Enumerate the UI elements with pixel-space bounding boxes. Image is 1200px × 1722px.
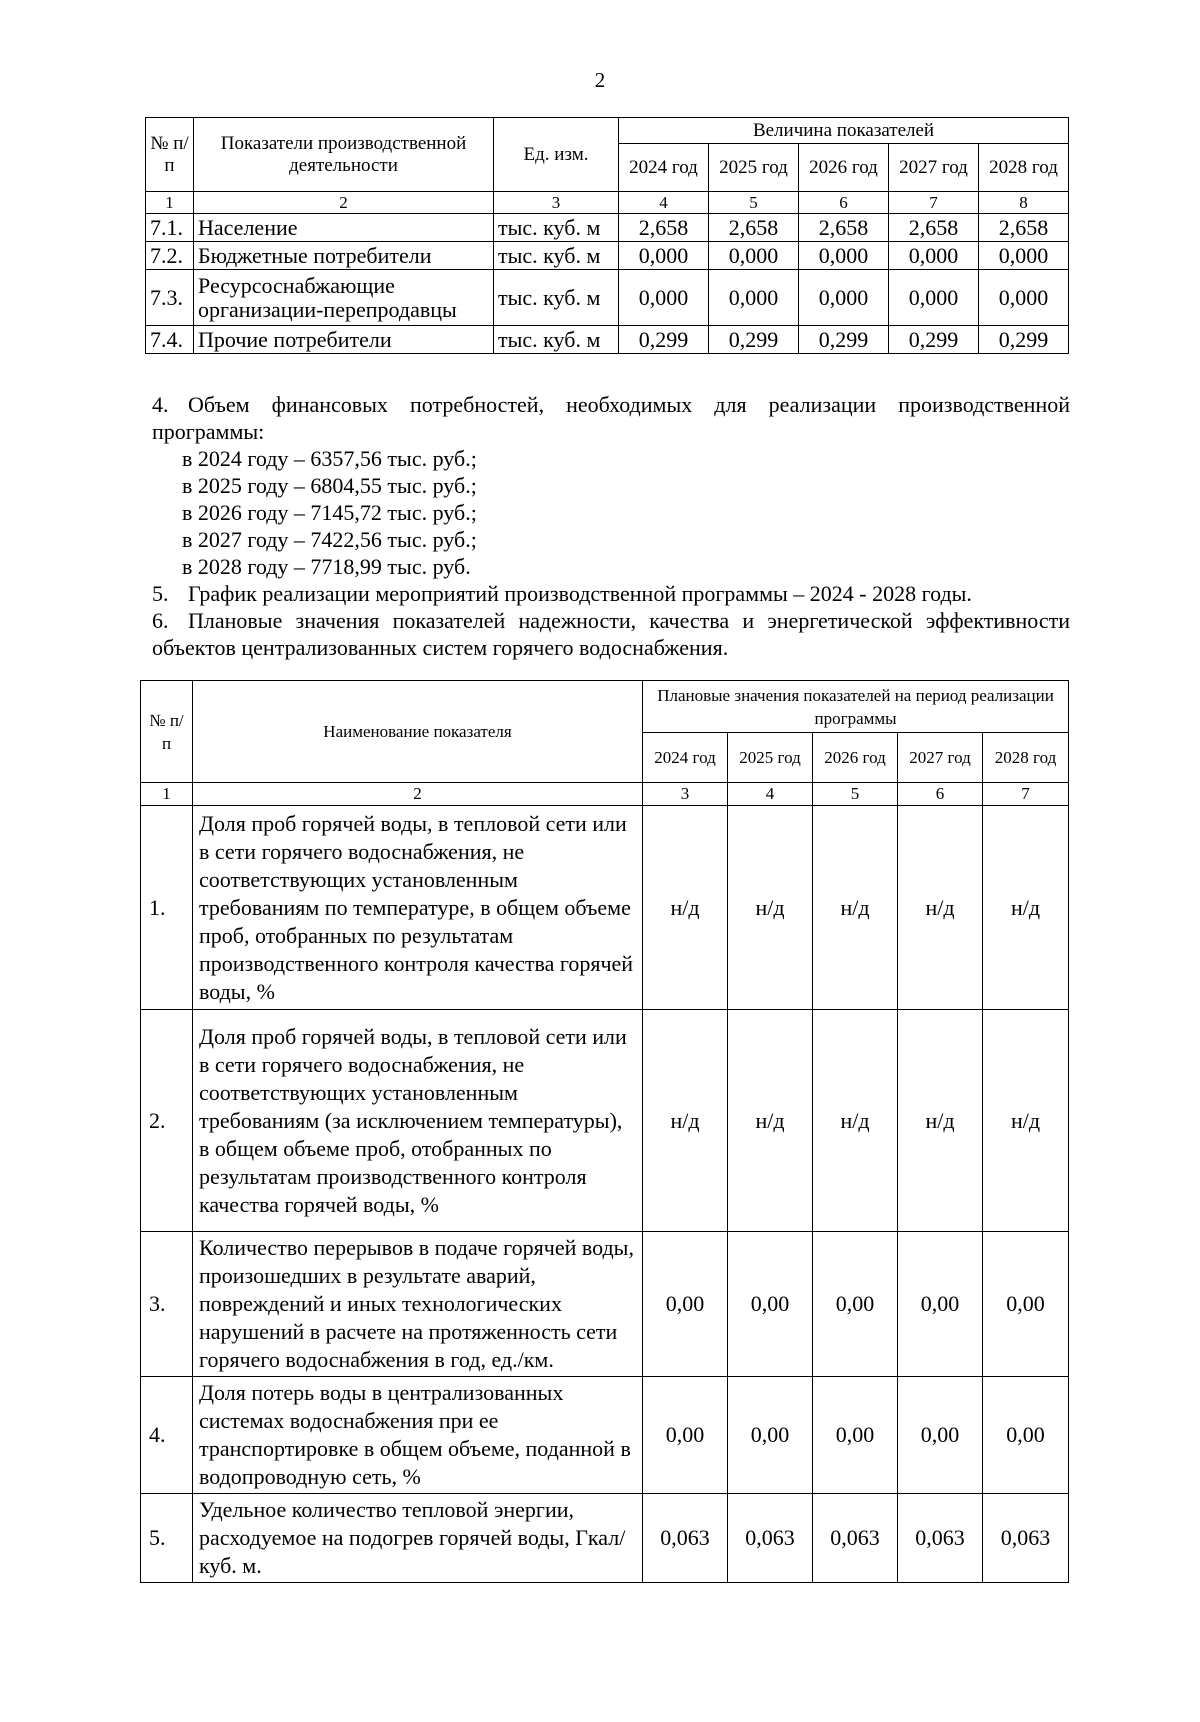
header-year: 2026 год [799,144,889,192]
header-year: 2027 год [898,733,983,783]
row-value: н/д [898,806,983,1010]
row-value: 0,00 [983,1232,1069,1377]
row-value: н/д [898,1010,983,1232]
row-value: 0,000 [889,270,979,326]
column-number: 2 [194,192,494,214]
column-number: 8 [979,192,1069,214]
column-number: 5 [813,783,898,806]
row-value: 0,299 [979,326,1069,354]
row-value: 0,00 [898,1232,983,1377]
row-name: Население [194,214,494,242]
row-num: 7.1. [146,214,194,242]
row-value: 2,658 [889,214,979,242]
finance-line: в 2026 году – 7145,72 тыс. руб.; [182,500,477,525]
row-name: Доля проб горячей воды, в тепловой сети или в сети горячего водоснабжения, не соответствующих установленным требованиям по температуре, в общем объеме проб, отобранных по результатам производственного контроля качества горячей воды, % [193,806,643,1010]
row-value: 0,063 [813,1494,898,1583]
row-value: н/д [813,806,898,1010]
header-year: 2026 год [813,733,898,783]
header-year: 2028 год [979,144,1069,192]
column-number: 1 [141,783,193,806]
row-name: Прочие потребители [194,326,494,354]
item-4-paragraph [152,391,1070,445]
header-name: Наименование показателя [193,681,643,783]
production-indicators-table [145,117,1069,354]
header-unit: Ед. изм. [494,118,619,192]
column-number: 6 [898,783,983,806]
row-value: 0,000 [619,270,709,326]
column-number: 7 [983,783,1069,806]
table-row [141,1010,1069,1232]
row-unit: тыс. куб. м [494,242,619,270]
row-num: 1. [141,806,193,1010]
table-row [141,1377,1069,1494]
row-num: 4. [141,1377,193,1494]
row-name: Бюджетные потребители [194,242,494,270]
item-4-text: Объем финансовых потребностей, необходимых для реализации производственной программы: [152,392,1070,444]
column-number: 5 [709,192,799,214]
table-row [146,270,1069,326]
table-row [141,1494,1069,1583]
header-year: 2028 год [983,733,1069,783]
header-num: № п/п [141,681,193,783]
row-value: 0,063 [728,1494,813,1583]
row-name: Ресурсоснабжающие организации-перепродавцы [194,270,494,326]
header-values-group: Величина показателей [619,118,1069,144]
row-value: 0,299 [619,326,709,354]
item-5-number: 5. [152,581,169,606]
row-value: н/д [813,1010,898,1232]
row-value: н/д [983,1010,1069,1232]
row-value: н/д [643,806,728,1010]
header-indicator: Показатели производственной деятельности [194,118,494,192]
row-value: 0,00 [643,1377,728,1494]
row-value: н/д [983,806,1069,1010]
row-name: Доля проб горячей воды, в тепловой сети или в сети горячего водоснабжения, не соответствующих установленным требованиям (за исключением температуры), в общем объеме проб, отобранных по результатам производственного контроля качества горячей воды, % [193,1010,643,1232]
row-value: 0,000 [889,242,979,270]
row-value: 0,299 [889,326,979,354]
row-num: 2. [141,1010,193,1232]
row-value: 0,000 [979,270,1069,326]
column-number: 1 [146,192,194,214]
row-value: 0,000 [799,242,889,270]
row-value: 0,299 [799,326,889,354]
row-value: 0,00 [898,1377,983,1494]
page-number: 2 [594,68,606,92]
row-name: Удельное количество тепловой энергии, расходуемое на подогрев горячей воды, Гкал/куб. м. [193,1494,643,1583]
table-row [146,242,1069,270]
column-number: 3 [643,783,728,806]
finance-line: в 2024 году – 6357,56 тыс. руб.; [182,446,477,471]
row-value: 0,00 [728,1232,813,1377]
row-num: 7.4. [146,326,194,354]
header-num: № п/п [146,118,194,192]
row-value: 2,658 [709,214,799,242]
table-row [141,1232,1069,1377]
row-value: н/д [643,1010,728,1232]
header-year: 2024 год [619,144,709,192]
item-6-paragraph [152,607,1070,661]
row-num: 7.2. [146,242,194,270]
finance-line: в 2025 году – 6804,55 тыс. руб.; [182,473,477,498]
item-6-text: Плановые значения показателей надежности, качества и энергетической эффективности объектов централизованных систем горячего водоснабжения. [152,608,1070,660]
table-row [141,806,1069,1010]
row-value: 0,000 [709,242,799,270]
row-unit: тыс. куб. м [494,326,619,354]
header-year: 2024 год [643,733,728,783]
header-values-group: Плановые значения показателей на период реализации программы [643,681,1069,733]
column-number: 4 [728,783,813,806]
row-value: н/д [728,1010,813,1232]
row-unit: тыс. куб. м [494,270,619,326]
row-value: 0,00 [728,1377,813,1494]
column-number: 7 [889,192,979,214]
row-num: 3. [141,1232,193,1377]
header-year: 2027 год [889,144,979,192]
column-number: 3 [494,192,619,214]
row-name: Доля потерь воды в централизованных системах водоснабжения при ее транспортировке в общем объеме, поданной в водопроводную сеть, % [193,1377,643,1494]
row-num: 7.3. [146,270,194,326]
row-value: 0,00 [643,1232,728,1377]
finance-line: в 2027 году – 7422,56 тыс. руб.; [182,527,477,552]
item-4-number: 4. [152,392,169,417]
row-value: 2,658 [799,214,889,242]
row-value: 0,063 [983,1494,1069,1583]
row-value: 0,00 [983,1377,1069,1494]
row-value: 0,000 [979,242,1069,270]
item-5-paragraph [152,580,1070,607]
row-value: 0,299 [709,326,799,354]
row-unit: тыс. куб. м [494,214,619,242]
row-value: 2,658 [619,214,709,242]
row-value: 0,063 [898,1494,983,1583]
column-number: 4 [619,192,709,214]
planned-indicators-table [140,680,1069,1583]
row-value: 0,063 [643,1494,728,1583]
header-year: 2025 год [709,144,799,192]
header-year: 2025 год [728,733,813,783]
item-5-text: График реализации мероприятий производственной программы – 2024 - 2028 годы. [188,581,972,606]
row-value: 2,658 [979,214,1069,242]
finance-line: в 2028 году – 7718,99 тыс. руб. [182,554,471,579]
row-value: 0,000 [799,270,889,326]
item-6-number: 6. [152,608,169,633]
row-num: 5. [141,1494,193,1583]
table-row [146,326,1069,354]
row-name: Количество перерывов в подаче горячей воды, произошедших в результате аварий, повреждений и иных технологических нарушений в расчете на протяженность сети горячего водоснабжения в год, ед./км. [193,1232,643,1377]
row-value: 0,00 [813,1232,898,1377]
column-number: 6 [799,192,889,214]
row-value: 0,000 [619,242,709,270]
row-value: 0,000 [709,270,799,326]
row-value: 0,00 [813,1377,898,1494]
row-value: н/д [728,806,813,1010]
column-number: 2 [193,783,643,806]
table-row [146,214,1069,242]
